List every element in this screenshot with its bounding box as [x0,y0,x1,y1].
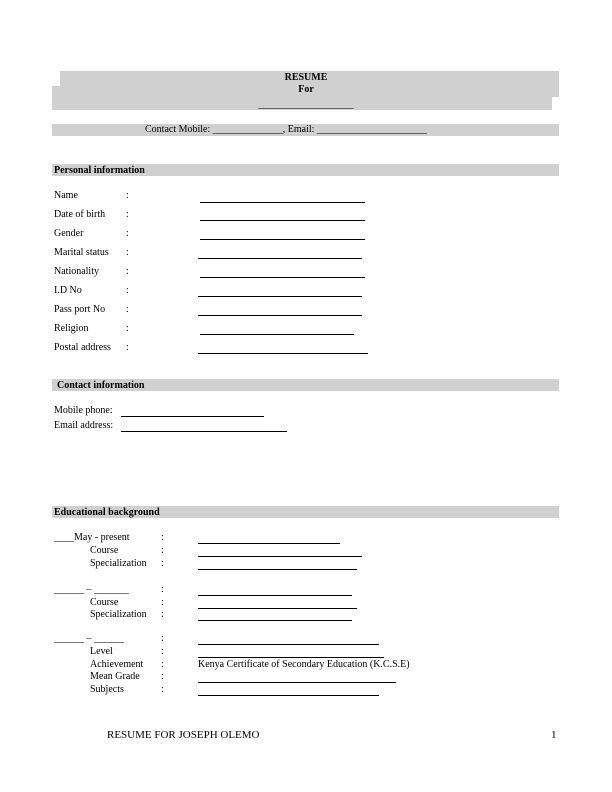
field-colon: : [161,597,164,608]
field-label: Name [54,190,78,201]
field-label: Pass port No [54,304,106,315]
education-section-heading: Educational background [54,507,160,518]
level-label: Level [90,646,113,657]
field-colon: : [126,323,129,334]
mean-grade-label: Mean Grade [90,671,140,682]
field-colon: : [161,659,164,670]
field-blank-line [198,644,379,645]
field-colon: : [161,684,164,695]
field-label: Postal address [54,342,111,353]
field-blank-line [198,556,362,557]
field-blank-line [200,277,365,278]
field-blank-line [198,620,352,621]
field-colon: : [161,532,164,543]
field-colon: : [161,646,164,657]
mobile-phone-blank-line [121,416,264,417]
achievement-value: Kenya Certificate of Secondary Education (K.C.S.E) [198,659,410,670]
field-colon: : [161,609,164,620]
field-colon: : [161,671,164,682]
field-blank-line [198,695,379,696]
resume-subtitle: For [298,84,314,95]
field-blank-line [198,608,357,609]
field-blank-line [200,202,365,203]
field-blank-line [198,657,384,658]
field-blank-line [200,334,354,335]
field-colon: : [126,209,129,220]
field-label: Nationality [54,266,99,277]
page-number: 1 [551,729,557,741]
field-colon: : [126,342,129,353]
name-blank-line: ___________________ [258,99,354,110]
period-label: ____May - present [54,532,130,543]
resume-title: RESUME [284,72,328,83]
personal-section-heading: Personal information [54,165,145,176]
email-address-blank-line [121,431,287,432]
field-colon: : [161,545,164,556]
field-blank-line [198,258,362,259]
field-label: Marital status [54,247,109,258]
field-colon: : [161,558,164,569]
field-blank-line [198,569,357,570]
period-label: ______ – ______ [54,633,124,644]
field-colon: : [161,584,164,595]
field-colon: : [126,285,129,296]
email-address-label: Email address: [54,420,114,431]
field-blank-line [200,239,365,240]
footer-text: RESUME FOR JOSEPH OLEMO [107,729,260,741]
field-blank-line [198,595,352,596]
field-colon: : [161,633,164,644]
period-label: ______ – _______ [54,584,129,595]
course-label: Course [90,597,119,608]
field-blank-line [198,543,340,544]
contact-line: Contact Mobile: ______________, Email: ______________________ [145,124,427,135]
field-blank-line [198,682,396,683]
field-blank-line [200,220,365,221]
field-colon: : [126,247,129,258]
field-colon: : [126,304,129,315]
contact-section-heading: Contact information [57,380,145,391]
field-colon: : [126,266,129,277]
field-colon: : [126,190,129,201]
specialization-label: Specialization [90,558,147,569]
subjects-label: Subjects [90,684,124,695]
field-blank-line [198,315,362,316]
specialization-label: Specialization [90,609,147,620]
field-blank-line [198,296,362,297]
achievement-label: Achievement [90,659,144,670]
field-label: Date of birth [54,209,106,220]
course-label: Course [90,545,119,556]
field-label: Religion [54,323,89,334]
field-label: Gender [54,228,84,239]
field-blank-line [198,353,368,354]
mobile-phone-label: Mobile phone: [54,405,113,416]
field-label: I.D No [54,285,82,296]
field-colon: : [126,228,129,239]
